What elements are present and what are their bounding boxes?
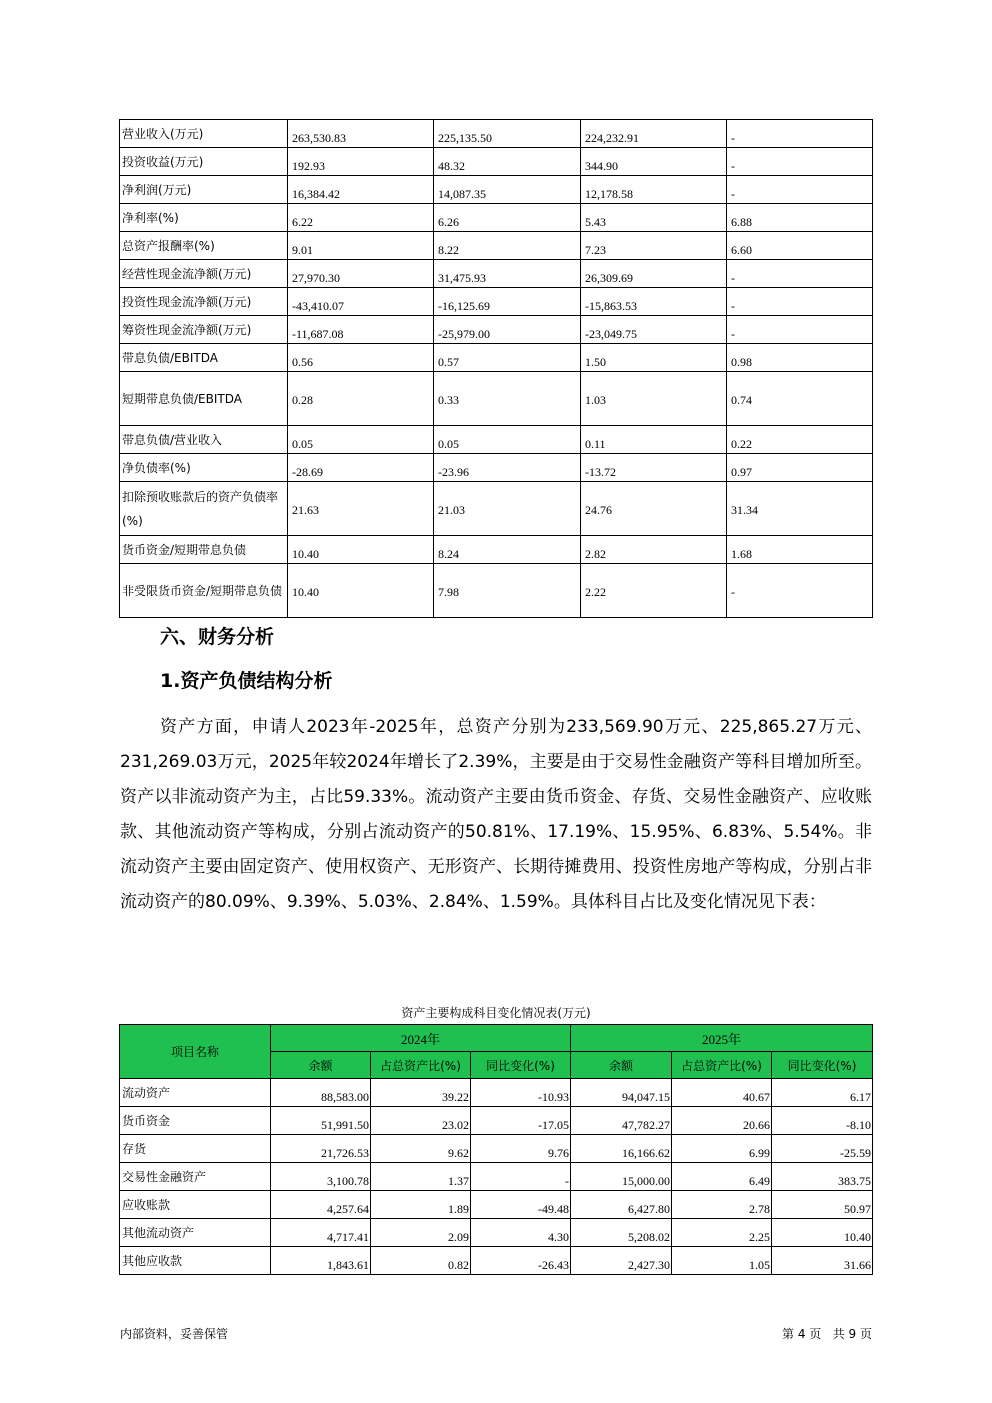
row-label: 其他应收款 [120,1247,271,1275]
table-cell: -23.96 [434,454,581,482]
row-label: 货币资金 [120,1107,271,1135]
table-cell: 6.26 [434,204,581,232]
row-label: 应收账款 [120,1191,271,1219]
asset-structure-table [119,1024,873,1275]
table-cell: 6,427.80 [571,1191,672,1219]
financial-indicator-table [119,119,873,618]
table-row [120,536,873,564]
table-cell: 6.88 [727,204,873,232]
table-cell: 9.76 [471,1135,571,1163]
table-cell: 24.76 [581,482,727,536]
table-cell: -49.48 [471,1191,571,1219]
table-cell: 40.67 [672,1079,772,1107]
header-share: 占总资产比(%) [371,1052,471,1079]
table-cell: 6.17 [772,1079,873,1107]
header-year-2025: 2025年 [571,1025,873,1052]
table-cell: -17.05 [471,1107,571,1135]
row-label: 总资产报酬率(%) [120,232,288,260]
table-cell: 27,970.30 [288,260,434,288]
row-label: 扣除预收账款后的资产负债率(%) [120,482,288,536]
table-cell: 0.98 [727,344,873,372]
table-cell: 8.24 [434,536,581,564]
table-cell: 20.66 [672,1107,772,1135]
table-cell: -8.10 [772,1107,873,1135]
row-label: 筹资性现金流净额(万元) [120,316,288,344]
table-cell: 31,475.93 [434,260,581,288]
row-label: 带息负债/营业收入 [120,426,288,454]
table-cell: 383.75 [772,1163,873,1191]
table-row [120,232,873,260]
table-row [120,316,873,344]
table-cell: 9.01 [288,232,434,260]
row-label: 非受限货币资金/短期带息负债 [120,564,288,618]
table-cell: 94,047.15 [571,1079,672,1107]
table-cell: 0.05 [288,426,434,454]
table-cell: -25.59 [772,1135,873,1163]
table-cell: 225,135.50 [434,120,581,148]
header-change: 同比变化(%) [772,1052,873,1079]
table-cell: - [727,564,873,618]
table-caption: 资产主要构成科目变化情况表(万元) [401,1006,591,1020]
table-cell: 5,208.02 [571,1219,672,1247]
table-cell: 31.34 [727,482,873,536]
section-subheading: 1.资产负债结构分析 [160,670,333,692]
table-row [120,454,873,482]
table-row [120,148,873,176]
row-label: 其他流动资产 [120,1219,271,1247]
table-cell: 0.57 [434,344,581,372]
table-cell: -28.69 [288,454,434,482]
table-row [120,288,873,316]
table-cell: 10.40 [772,1219,873,1247]
table-row [120,564,873,618]
table-cell: 23.02 [371,1107,471,1135]
table-row [120,372,873,426]
table-cell: 3,100.78 [271,1163,371,1191]
table-cell: 21.03 [434,482,581,536]
table-cell: 0.97 [727,454,873,482]
table-cell: 1.50 [581,344,727,372]
table-cell: -26.43 [471,1247,571,1275]
table-cell: 88,583.00 [271,1079,371,1107]
table-row [120,176,873,204]
table-row [120,1163,873,1191]
table-row [120,482,873,536]
section-heading: 六、财务分析 [160,626,275,648]
table-row [120,1135,873,1163]
table-cell: -23,049.75 [581,316,727,344]
table-row [120,204,873,232]
table-cell: 6.99 [672,1135,772,1163]
table-cell: 6.22 [288,204,434,232]
table-cell: -15,863.53 [581,288,727,316]
table-row [120,1107,873,1135]
table-cell: 15,000.00 [571,1163,672,1191]
table-cell: - [727,288,873,316]
header-share: 占总资产比(%) [672,1052,772,1079]
table-cell: - [727,120,873,148]
table-cell: 6.49 [672,1163,772,1191]
table-cell: 1.89 [371,1191,471,1219]
table-cell: -11,687.08 [288,316,434,344]
table-cell: 31.66 [772,1247,873,1275]
footer-confidential-note: 内部资料，妥善保管 [120,1327,229,1341]
table-cell: 2.82 [581,536,727,564]
table-cell: 0.05 [434,426,581,454]
table-cell: 1.37 [371,1163,471,1191]
table-cell: 2.25 [672,1219,772,1247]
table-cell: -13.72 [581,454,727,482]
table-cell: -25,979.00 [434,316,581,344]
table-cell: 48.32 [434,148,581,176]
table-cell: 12,178.58 [581,176,727,204]
table-cell: 51,991.50 [271,1107,371,1135]
table-cell: -16,125.69 [434,288,581,316]
table-cell: - [727,176,873,204]
table-cell: 10.40 [288,536,434,564]
table-cell: 16,166.62 [571,1135,672,1163]
table-cell: 7.23 [581,232,727,260]
table-cell: 47,782.27 [571,1107,672,1135]
table-cell: 2.22 [581,564,727,618]
table-cell: 39.22 [371,1079,471,1107]
table-cell: 7.98 [434,564,581,618]
table-row [120,260,873,288]
table-cell: 0.56 [288,344,434,372]
header-year-2024: 2024年 [271,1025,571,1052]
row-label: 投资性现金流净额(万元) [120,288,288,316]
table-cell: 50.97 [772,1191,873,1219]
row-label: 投资收益(万元) [120,148,288,176]
table-row [120,120,873,148]
table-cell: 2.09 [371,1219,471,1247]
row-label: 存货 [120,1135,271,1163]
table-cell: -43,410.07 [288,288,434,316]
analysis-paragraph: 资产方面，申请人2023年-2025年，总资产分别为233,569.90万元、225,865.27万元、231,269.03万元，2025年较2024年增长了2.39%，主要是由于交易性金融资产等科目增加所至。资产以非流动资产为主，占比59.33%。流动资产主要由货币资金、存货、交易性金融资产、应收账款、其他流动资产等构成，分别占流动资产的50.81%、17.19%、15.95%、6.83%、5.54%。非流动资产主要由固定资产、使用权资产、无形资产、长期待摊费用、投资性房地产等构成，分别占非流动资产的80.09%、9.39%、5.03%、2.84%、1.59%。具体科目占比及变化情况见下表： [120,717,872,912]
table-cell: 8.22 [434,232,581,260]
table-row [120,1079,873,1107]
table-row [120,1247,873,1275]
table-row [120,344,873,372]
table-cell: 0.11 [581,426,727,454]
row-label: 流动资产 [120,1079,271,1107]
row-label: 短期带息负债/EBITDA [120,372,288,426]
table-cell: 2.78 [672,1191,772,1219]
header-balance: 余额 [571,1052,672,1079]
row-label: 货币资金/短期带息负债 [120,536,288,564]
table-cell: 0.74 [727,372,873,426]
table-cell: 5.43 [581,204,727,232]
table-cell: 1.05 [672,1247,772,1275]
table-cell: 1.68 [727,536,873,564]
table-cell: 224,232.91 [581,120,727,148]
table-cell: - [727,148,873,176]
table-cell: - [471,1163,571,1191]
table-cell: 21.63 [288,482,434,536]
table-cell: 4.30 [471,1219,571,1247]
table-row [120,426,873,454]
row-label: 带息负债/EBITDA [120,344,288,372]
table-cell: 2,427.30 [571,1247,672,1275]
table-cell: 263,530.83 [288,120,434,148]
row-label: 净利润(万元) [120,176,288,204]
table-cell: 9.62 [371,1135,471,1163]
header-balance: 余额 [271,1052,371,1079]
table-cell: 10.40 [288,564,434,618]
row-label: 交易性金融资产 [120,1163,271,1191]
table-row [120,1219,873,1247]
table-cell: 0.82 [371,1247,471,1275]
row-label: 经营性现金流净额(万元) [120,260,288,288]
table-cell: 14,087.35 [434,176,581,204]
row-label: 净利率(%) [120,204,288,232]
table-cell: -10.93 [471,1079,571,1107]
table-cell: 0.28 [288,372,434,426]
table-cell: 0.22 [727,426,873,454]
table-cell: - [727,316,873,344]
table-cell: 4,257.64 [271,1191,371,1219]
table-cell: 0.33 [434,372,581,426]
header-change: 同比变化(%) [471,1052,571,1079]
page-number: 第 4 页 共 9 页 [782,1327,872,1341]
row-label: 净负债率(%) [120,454,288,482]
table-cell: 192.93 [288,148,434,176]
table-cell: 4,717.41 [271,1219,371,1247]
table-cell: 1,843.61 [271,1247,371,1275]
row-label: 营业收入(万元) [120,120,288,148]
table-row [120,1191,873,1219]
table-cell: 344.90 [581,148,727,176]
table-cell: 16,384.42 [288,176,434,204]
table-cell: 26,309.69 [581,260,727,288]
table-cell: 6.60 [727,232,873,260]
header-item-name: 项目名称 [120,1025,271,1079]
table-cell: - [727,260,873,288]
table-cell: 1.03 [581,372,727,426]
table-cell: 21,726.53 [271,1135,371,1163]
